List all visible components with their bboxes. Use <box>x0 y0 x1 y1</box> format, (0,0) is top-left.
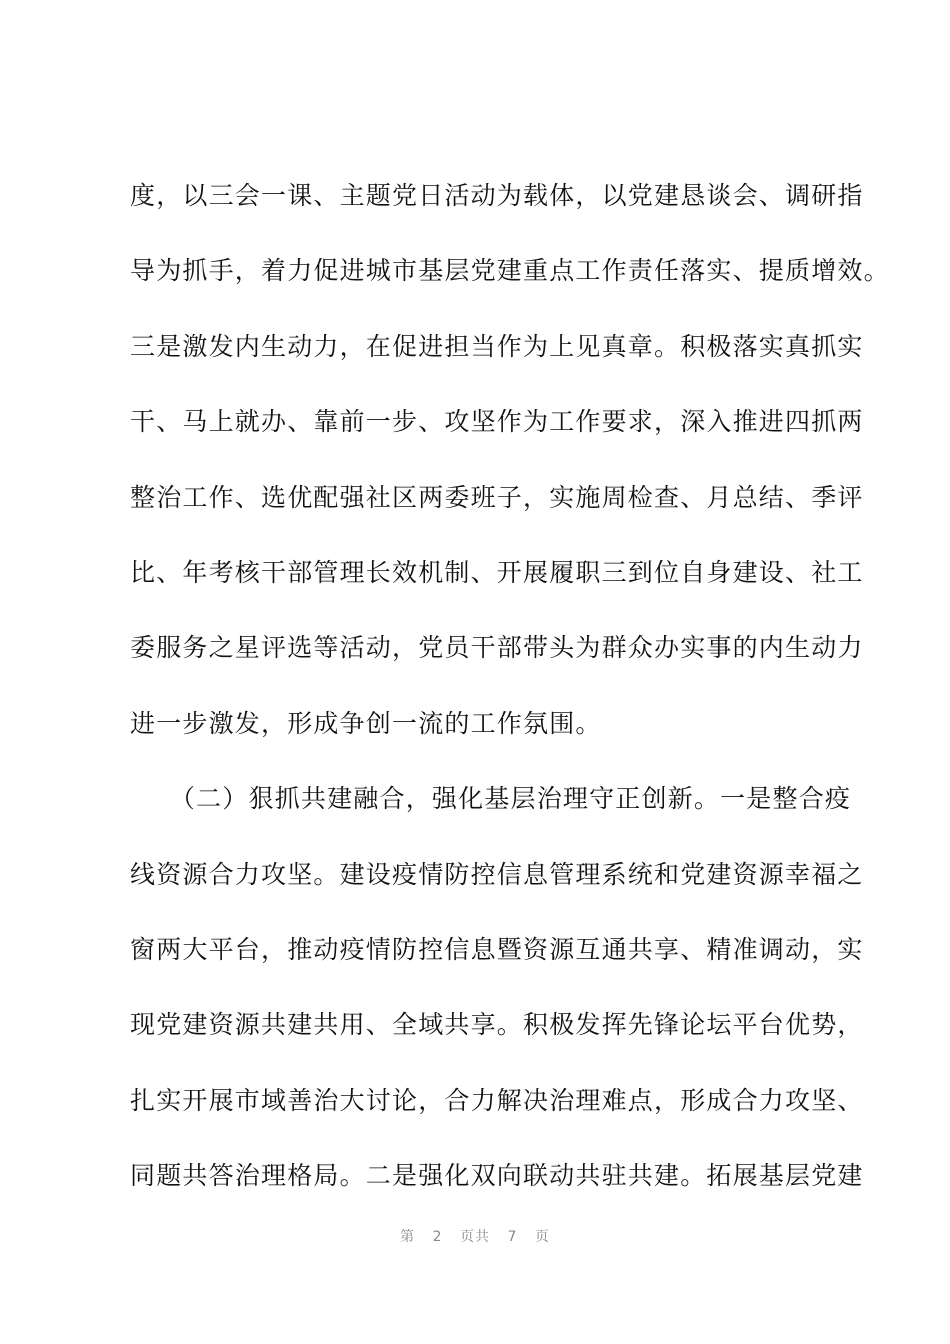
text-line-1: 度，以三会一课、主题党日活动为载体，以党建恳谈会、调研指 <box>130 181 864 210</box>
text-line-4: 干、马上就办、靠前一步、攻坚作为工作要求，深入推进四抓两 <box>130 407 864 437</box>
text-line-2: 导为抓手，着力促进城市基层党建重点工作责任落实、提质增效。 <box>130 256 890 286</box>
text-line-14: 同题共答治理格局。二是强化双向联动共驻共建。拓展基层党建 <box>130 1161 864 1191</box>
text-line-10: 线资源合力攻坚。建设疫情防控信息管理系统和党建资源幸福之 <box>130 859 864 889</box>
footer-current-page: 2 <box>432 1229 443 1245</box>
footer-suffix: 页 <box>534 1229 550 1245</box>
text-line-13: 扎实开展市域善治大讨论，合力解决治理难点，形成合力攻坚、 <box>130 1085 864 1115</box>
text-line-9: （二）狠抓共建融合，强化基层治理守正创新。一是整合疫 <box>130 784 852 814</box>
text-line-6: 比、年考核干部管理长效机制、开展履职三到位自身建设、社工 <box>130 557 864 587</box>
footer-middle: 页共 <box>460 1229 490 1245</box>
page-footer <box>0 1226 950 1246</box>
text-line-11: 窗两大平台，推动疫情防控信息暨资源互通共享、精准调动，实 <box>130 934 864 964</box>
body-text <box>130 176 890 1231</box>
text-line-3: 三是激发内生动力，在促进担当作为上见真章。积极落实真抓实 <box>130 331 864 361</box>
text-line-7: 委服务之星评选等活动，党员干部带头为群众办实事的内生动力 <box>130 633 864 663</box>
text-line-8: 进一步激发，形成争创一流的工作氛围。 <box>130 708 602 738</box>
footer-total-pages: 7 <box>507 1229 518 1245</box>
text-line-12: 现党建资源共建共用、全域共享。积极发挥先锋论坛平台优势， <box>130 1010 864 1040</box>
text-line-5: 整治工作、选优配强社区两委班子，实施周检查、月总结、季评 <box>130 482 864 512</box>
footer-prefix: 第 <box>400 1229 416 1245</box>
